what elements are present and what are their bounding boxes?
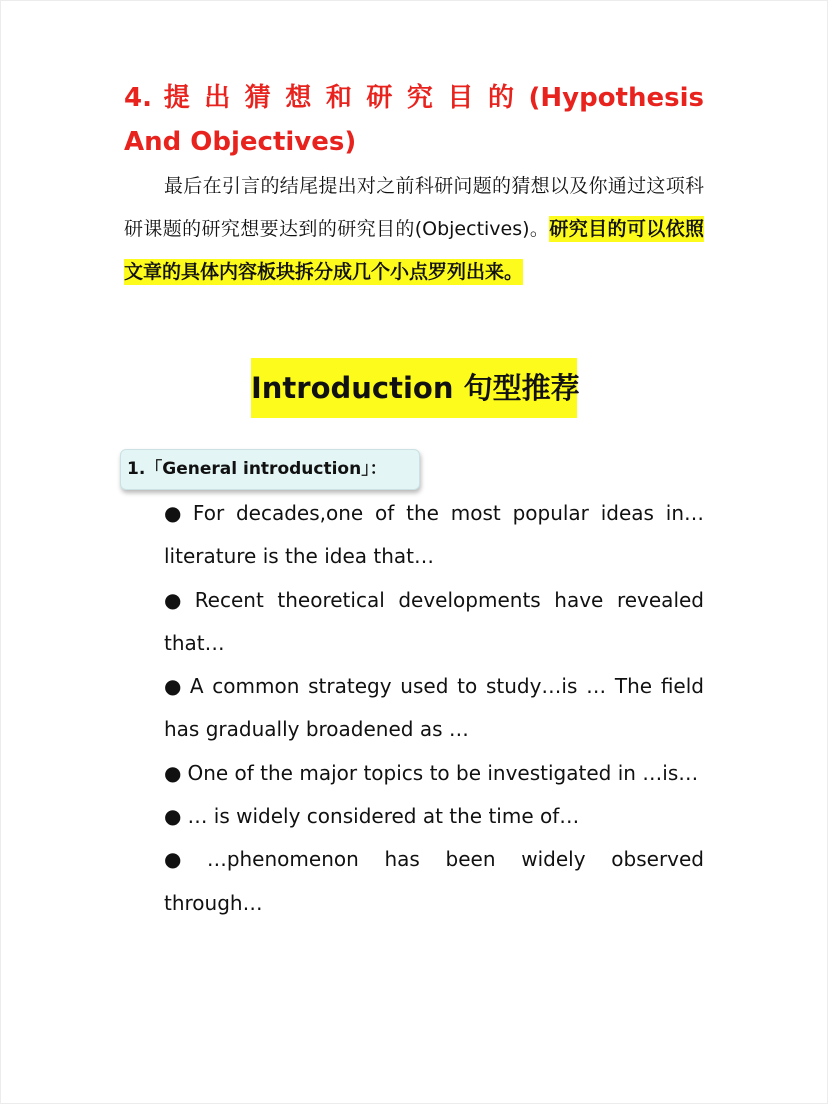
introduction-title: Introduction 句型推荐 (251, 358, 577, 418)
sentence-text: …phenomenon has been widely observed through… (164, 847, 704, 915)
objectives-paragraph (124, 165, 704, 294)
sentence-text: … is widely considered at the time of… (187, 804, 580, 829)
list-item (164, 838, 704, 925)
list-item (164, 492, 704, 579)
section-heading: 4. 提 出 猜 想 和 研 究 目 的 (Hypothesis And Objectives) (124, 83, 704, 157)
sentence-text: For decades,one of the most popular ideas in… literature is the idea that… (164, 501, 705, 569)
highlighted-text: 研究目的可以依照文章的具体内容板块拆分成几个小点罗列出来。 (124, 218, 704, 283)
bullet-icon: ● (164, 587, 189, 612)
bullet-icon: ● (164, 804, 182, 829)
category-label: 1.「General introduction」： (120, 449, 420, 490)
list-item (164, 795, 704, 838)
bullet-icon: ● (164, 674, 184, 699)
sentence-text: Recent theoretical developments have revealed that… (164, 587, 704, 655)
list-item (164, 665, 704, 752)
sentence-text: One of the major topics to be investigated in …is… (187, 760, 699, 785)
bullet-icon: ● (164, 760, 182, 785)
sentence-list (164, 492, 704, 925)
paragraph-text: 最后在引言的结尾提出对之前科研问题的猜想以及你通过这项科研课题的研究想要达到的研究目的(Objectives)。 (124, 175, 704, 240)
sentence-text: A common strategy used to study…is … The field has gradually broadened as … (164, 674, 704, 742)
list-item (164, 579, 704, 666)
list-item (164, 752, 704, 795)
bullet-icon: ● (164, 501, 187, 525)
bullet-icon: ● (164, 847, 201, 872)
